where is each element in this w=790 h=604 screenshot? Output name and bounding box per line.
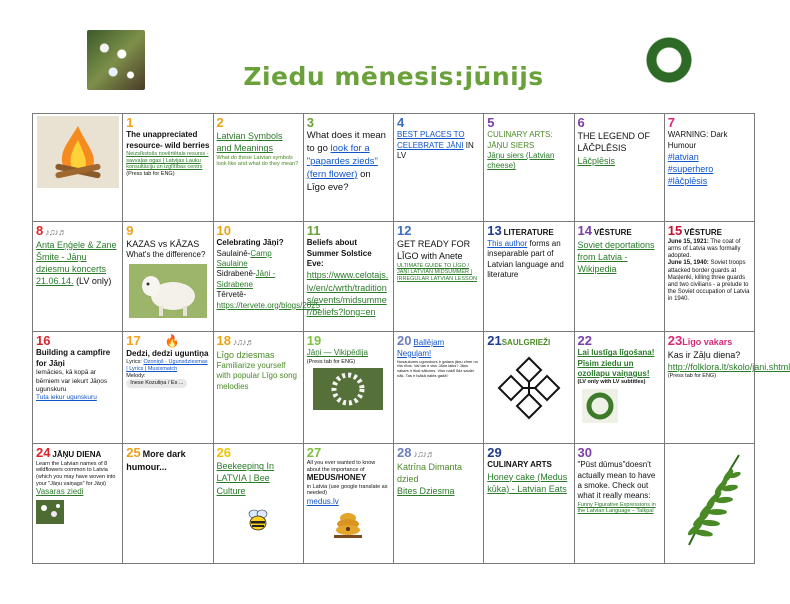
link-lacplesis[interactable]: Lāčplēsis (577, 155, 616, 166)
cell-day-18: 18 ♪♫♪♬ Līgo dziesmas Familiarize yourself with popular Līgo song melodies (213, 332, 303, 444)
cell-day-10: 10 Celebrating Jāņi? Saulainē-Camp Saulaine Sidrabenē-Jāņi - Sidrabene Tērvetē-https://tervete.org/blogs/2025 (213, 222, 303, 332)
cell-day-13: 13 LITERATURE This author forms an inseparable part of Latvian language and literature (484, 222, 574, 332)
cell-day-9: 9 KAZAS vs KĀZAS What's the difference? (123, 222, 213, 332)
link-medus-lv[interactable]: medus.lv (306, 497, 339, 507)
link-tuta-ugunskuru[interactable]: Tuta iekur ugunskuru (36, 394, 97, 402)
link-janu-siers[interactable]: Jāņu siers (Latvian cheese) (487, 151, 555, 171)
music-notes-icon: ♪♫♪♬ (232, 337, 254, 347)
goat-image (129, 264, 207, 318)
link-ballejam[interactable]: Ballējam Neguļam! (397, 338, 445, 358)
link-beekeeping[interactable]: Beekeeping In LATVIA | Bee Culture (216, 461, 275, 496)
link-fern-flower[interactable]: look for a "papardes zieds" (fern flower) (306, 143, 378, 180)
link-ultimate-guide[interactable]: ULTIMATE GUIDE TO LĪGO / JĀŅI LATVIAN MIDSUMMER | IRREGULAR LATVIAN LESSON (397, 262, 477, 282)
cell-day-11: 11 Beliefs about Summer Solstice Eve: https://www.celotajs.lv/en/c/wrth/traditions/events/midsummer/beliefs?long=en (303, 222, 393, 332)
cell-bonfire (33, 114, 123, 222)
tag-latvian[interactable]: #latvian (667, 152, 699, 163)
cell-day-8: 8 ♪♫♪♬ Anta Eņģele & Zane Šmite - Jāņu dziesmu koncerts 21.06.14. (LV only) (33, 222, 123, 332)
link-soviet-deportations[interactable]: Soviet deportations from Latvia - Wikipedia (577, 239, 655, 275)
calendar-grid (32, 113, 790, 564)
flower-wreath-image (313, 368, 383, 410)
wildflowers-image (36, 500, 64, 524)
link-celotajs[interactable]: https://www.celotajs.lv/en/c/wrth/traditions/events/midsummer/beliefs?long=en (306, 270, 389, 317)
link-best-places[interactable]: BEST PLACES TO CELEBRATE JĀNI (397, 130, 465, 150)
beehive-icon (331, 510, 365, 540)
cell-day-25: 25 More dark humour... (123, 444, 213, 564)
cell-day-24: 24 JĀŅU DIENA Learn the Latvian names of 8 wildflowers common to Latvia (which you may have woven into your "Jāņu vaiņags" for Jāņi) Vasaras ziedi (33, 444, 123, 564)
cell-day-30: 30 "Pūst dūmus"doesn't actually mean to have a smoke. Check out what it really means: Funny Figurative Expressions in the Latvian Language – Talkpal (574, 444, 664, 564)
link-figurative-expressions[interactable]: Funny Figurative Expressions in the Latvian Language – Talkpal (577, 501, 656, 515)
link-musixmatch[interactable]: Ozoniņš - Ugunsdziesmas | Lyrics | Musixmatch (126, 359, 208, 372)
music-notes-icon: ♪♫♪♬ (45, 227, 66, 237)
small-fire-icon: 🔥 (164, 334, 180, 348)
bee-icon (244, 505, 272, 533)
link-vainagi[interactable]: Lai lustīga līgošana! Pīsim ziedu un ozollapu vaiņagus! (577, 348, 655, 379)
cell-day-7: 7 WARNING: Dark Humour #latvian #superhero #lāčplēsis (664, 114, 754, 222)
cell-day-19: 19 Jāņi — Vikipēdija (Press tab for ENG) (303, 332, 393, 444)
cell-day-14: 14 VĒSTURE Soviet deportations from Latvia - Wikipedia (574, 222, 664, 332)
bonfire-icon (37, 116, 119, 188)
cell-day-27: 27 All you ever wanted to know about the importance of MEDUS/HONEY in Latvia (use google translate as needed) medus.lv (303, 444, 393, 564)
cell-day-22: 22 Lai lustīga līgošana! Pīsim ziedu un ozollapu vaiņagus! (LV only with LV subtitles) (574, 332, 664, 444)
cell-day-15: 15 VĒSTURE June 15, 1921: The coat of arms of Latvia was formally adopted. June 15, 1940: Soviet troops attacked border guards at Masļenki, killing three guards and two civilians - a prelude to the Soviet occupation of Latvia in 1940. (664, 222, 754, 332)
oak-wreath-image (582, 389, 618, 423)
cell-day-5: 5 CULINARY ARTS: JĀŅU SIERS Jāņu siers (Latvian cheese) (484, 114, 574, 222)
cell-day-23: 23Līgo vakars Kas ir Zāļu diena? http://folklora.lt/skolo/jani.shtml (Press tab for ENG) (664, 332, 754, 444)
cell-day-2: 2 Latvian Symbols and Meanings What do these Latvian symbols look like and what do they mean? (213, 114, 303, 222)
cell-day-29: 29 CULINARY ARTS Honey cake (Medus kūka) - Latvian Eats (484, 444, 574, 564)
cell-day-6: 6 THE LEGEND OF LĀČPLĒSIS Lāčplēsis (574, 114, 664, 222)
link-vasaras-ziedi[interactable]: Vasaras ziedi (36, 487, 84, 497)
cell-day-4: 4 BEST PLACES TO CELEBRATE JĀNI IN LV (394, 114, 484, 222)
link-this-author[interactable]: This author (487, 238, 528, 248)
link-koncerts[interactable]: Anta Eņģele & Zane Šmite - Jāņu dziesmu koncerts 21.06.14. (36, 239, 117, 287)
link-bites-dziesma[interactable]: Bites Dziesma (397, 486, 455, 497)
tag-superhero[interactable]: #superhero (667, 164, 714, 175)
melody-chip[interactable]: Inese Kozuliņa / Es ... (126, 379, 187, 388)
link-camp-saulaine[interactable]: Camp Saulaine (216, 248, 272, 269)
solstice-symbol-icon (493, 352, 565, 424)
link-honey-cake[interactable]: Honey cake (Medus kūka) - Latvian Eats (487, 471, 568, 494)
cell-day-3: 3 What does it mean to go look for a "papardes zieds" (fern flower) on Līgo eve? (303, 114, 393, 222)
link-tervete[interactable]: https://tervete.org/blogs/2025 (216, 300, 321, 310)
cell-day-21: 21SAULGRIEŽI (484, 332, 574, 444)
cell-fern (664, 444, 754, 564)
link-folklora[interactable]: http://folklora.lt/skolo/jani.shtml (667, 361, 790, 372)
cell-day-12: 12 GET READY FOR LĪGO with Anete ULTIMATE GUIDE TO LĪGO / JĀŅI LATVIAN MIDSUMMER | IRREGULAR LATVIAN LESSON (394, 222, 484, 332)
link-sidrabene[interactable]: Jāņi - Sidrabene (216, 269, 276, 289)
cell-day-28: 28 ♪♫♪♬ Katrīna Dimanta dzied Bites Dziesma (394, 444, 484, 564)
music-notes-icon: ♪♫♪♬ (413, 449, 435, 459)
tag-lacplesis[interactable]: #lāčplēsis (667, 176, 708, 187)
link-jani-wikipedia[interactable]: Jāņi — Vikipēdija (306, 348, 368, 358)
cell-day-16: 16 Building a campfire for Jāņi Iemācies, kā kopā ar bērniem var iekurt Jāņos ugunskuru Tuta iekur ugunskuru (33, 332, 123, 444)
fern-leaf-image (669, 449, 749, 549)
cell-day-20: 20 Ballējam Neguļam! Nosaukums ugunskurs ir gatavs jāņu zīme no rīta rītos. Vai tas ir visu Jāņu laiks? Jāņu vakars ir tikai sākums. Visu naktī līdz saulei nāk. Tas ir īsākā nakts gadā! (394, 332, 484, 444)
cell-day-17: 17 🔥 Dedzi, dedzi uguntiņa Lyrics: Ozoniņš - Ugunsdziesmas | Lyrics | Musixmatch Melody: Inese Kozuliņa / Es ... (123, 332, 213, 444)
link-wild-berries[interactable]: Neizsīkstošs novērtētais resurss - savvaļas ogas | Latvijas Lauku konsultāciju un izglītības centrs (126, 151, 209, 171)
page-title: Ziedu mēnesis:jūnijs (243, 62, 544, 91)
cell-day-26: 26 Beekeeping In LATVIA | Bee Culture (213, 444, 303, 564)
link-latvian-symbols[interactable]: Latvian Symbols and Meanings (216, 131, 283, 154)
cell-day-1: 1 The unappreciated resource- wild berries Neizsīkstošs novērtētais resurss - savvaļas ogas | Latvijas Lauku konsultāciju un izglītības centrs (Press tab for ENG) (123, 114, 213, 222)
